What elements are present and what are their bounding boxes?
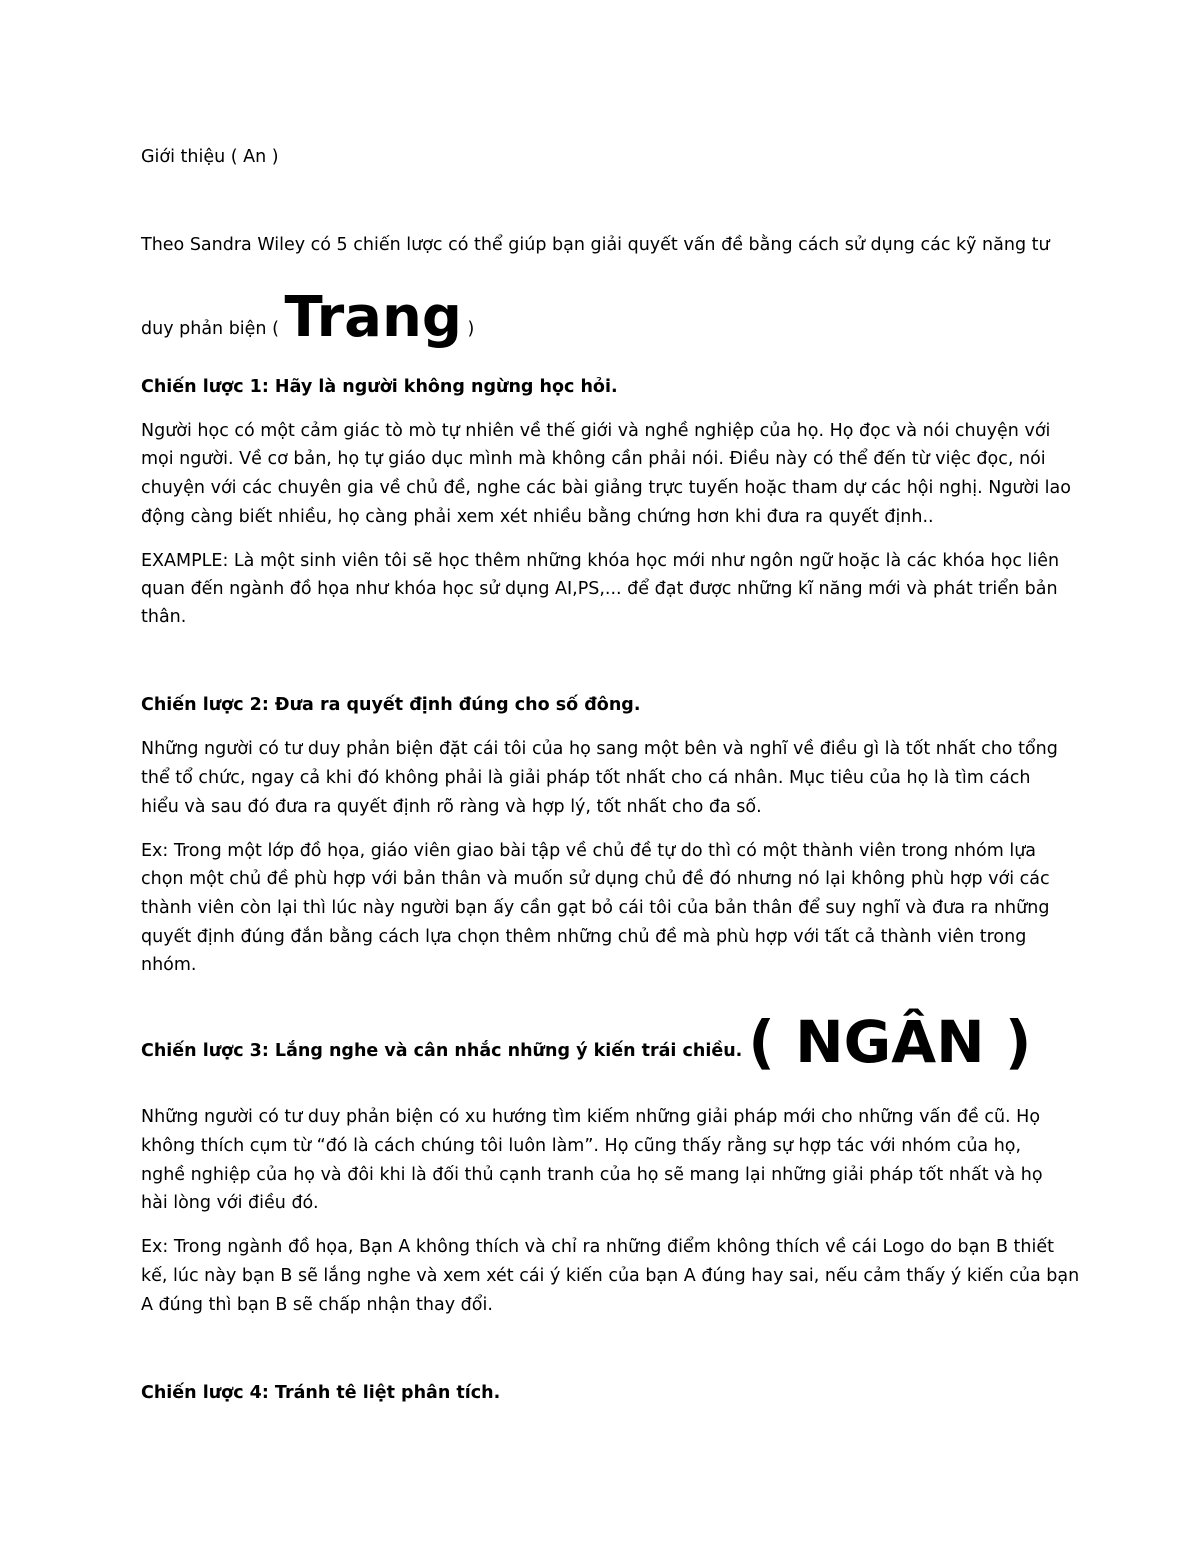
strategy-3-para-line: Những người có tư duy phản biện có xu hướng tìm kiếm những giải pháp mới cho những vấn đề cũ. Họ xyxy=(141,1107,1041,1127)
strategy-1-para-line: động càng biết nhiều, họ càng phải xem xét nhiều bằng chứng hơn khi đưa ra quyết định.. xyxy=(141,507,934,527)
strategy-2-example-line: chọn một chủ đề phù hợp với bản thân và muốn sử dụng chủ đề đó nhưng nó lại không phù hợp với các xyxy=(141,869,1050,889)
strategy-3-heading-row xyxy=(141,1008,1032,1081)
strategy-1-example-line: EXAMPLE: Là một sinh viên tôi sẽ học thêm những khóa học mới như ngôn ngữ hoặc là các khóa học liên xyxy=(141,551,1060,571)
strategy-1-heading: Chiến lược 1: Hãy là người không ngừng học hỏi. xyxy=(141,377,618,397)
strategy-2-para-line: hiểu và sau đó đưa ra quyết định rõ ràng và hợp lý, tốt nhất cho đa số. xyxy=(141,797,762,817)
intro-line-2-text: duy phản biện xyxy=(141,319,267,339)
intro-title: Giới thiệu ( An ) xyxy=(141,147,279,167)
strategy-2-example-line: nhóm. xyxy=(141,955,197,975)
strategy-3-para-line: hài lòng với điều đó. xyxy=(141,1193,319,1213)
open-paren: ( xyxy=(272,319,279,339)
strategy-2-example-line: thành viên còn lại thì lúc này người bạn ấy cần gạt bỏ cái tôi của bản thân để suy nghĩ và đưa ra những xyxy=(141,898,1050,918)
strategy-3-example-line: kế, lúc này bạn B sẽ lắng nghe và xem xét cái ý kiến của bạn A đúng hay sai, nếu cảm thấy ý kiến của bạn xyxy=(141,1266,1080,1286)
intro-line-1: Theo Sandra Wiley có 5 chiến lược có thể giúp bạn giải quyết vấn đề bằng cách sử dụng các kỹ năng tư xyxy=(141,235,1050,255)
strategy-2-example-line: Ex: Trong một lớp đồ họa, giáo viên giao bài tập về chủ đề tự do thì có một thành viên trong nhóm lựa xyxy=(141,841,1037,861)
strategy-1-para-line: chuyện với các chuyên gia về chủ đề, nghe các bài giảng trực tuyến hoặc tham dự các hội nghị. Người lao xyxy=(141,478,1071,498)
strategy-2-para-line: thể tổ chức, ngay cả khi đó không phải là giải pháp tốt nhất cho cá nhân. Mục tiêu của họ là tìm cách xyxy=(141,768,1031,788)
strategy-3-example-line: Ex: Trong ngành đồ họa, Bạn A không thích và chỉ ra những điểm không thích về cái Logo do bạn B thiết xyxy=(141,1237,1054,1257)
strategy-3-heading: Chiến lược 3: Lắng nghe và cân nhắc những ý kiến trái chiều. xyxy=(141,1041,743,1061)
strategy-4-heading: Chiến lược 4: Tránh tê liệt phân tích. xyxy=(141,1383,501,1403)
strategy-1-example-line: quan đến ngành đồ họa như khóa học sử dụng AI,PS,... để đạt được những kĩ năng mới và phát triển bản xyxy=(141,579,1058,599)
strategy-3-para-line: không thích cụm từ “đó là cách chúng tôi luôn làm”. Họ cũng thấy rằng sự hợp tác với nhóm của họ, xyxy=(141,1136,1022,1156)
strategy-2-para-line: Những người có tư duy phản biện đặt cái tôi của họ sang một bên và nghĩ về điều gì là tốt nhất cho tổng xyxy=(141,739,1058,759)
author-trang-label: Trang xyxy=(284,285,462,350)
strategy-3-para-line: nghề nghiệp của họ và đôi khi là đối thủ cạnh tranh của họ sẽ mang lại những giải pháp tốt nhất và họ xyxy=(141,1165,1043,1185)
author-ngan-label: ( NGÂN ) xyxy=(748,1008,1032,1076)
strategy-2-heading: Chiến lược 2: Đưa ra quyết định đúng cho số đông. xyxy=(141,695,641,715)
close-paren: ) xyxy=(467,319,475,339)
strategy-1-para-line: mọi người. Về cơ bản, họ tự giáo dục mình mà không cần phải nói. Điều này có thể đến từ việc đọc, nói xyxy=(141,449,1046,469)
strategy-1-example-line: thân. xyxy=(141,607,187,627)
strategy-2-example-line: quyết định đúng đắn bằng cách lựa chọn thêm những chủ đề mà phù hợp với tất cả thành viên trong xyxy=(141,927,1027,947)
strategy-1-para-line: Người học có một cảm giác tò mò tự nhiên về thế giới và nghề nghiệp của họ. Họ đọc và nói chuyện với xyxy=(141,421,1051,441)
intro-line-2 xyxy=(141,285,475,350)
strategy-3-example-line: A đúng thì bạn B sẽ chấp nhận thay đổi. xyxy=(141,1295,493,1315)
